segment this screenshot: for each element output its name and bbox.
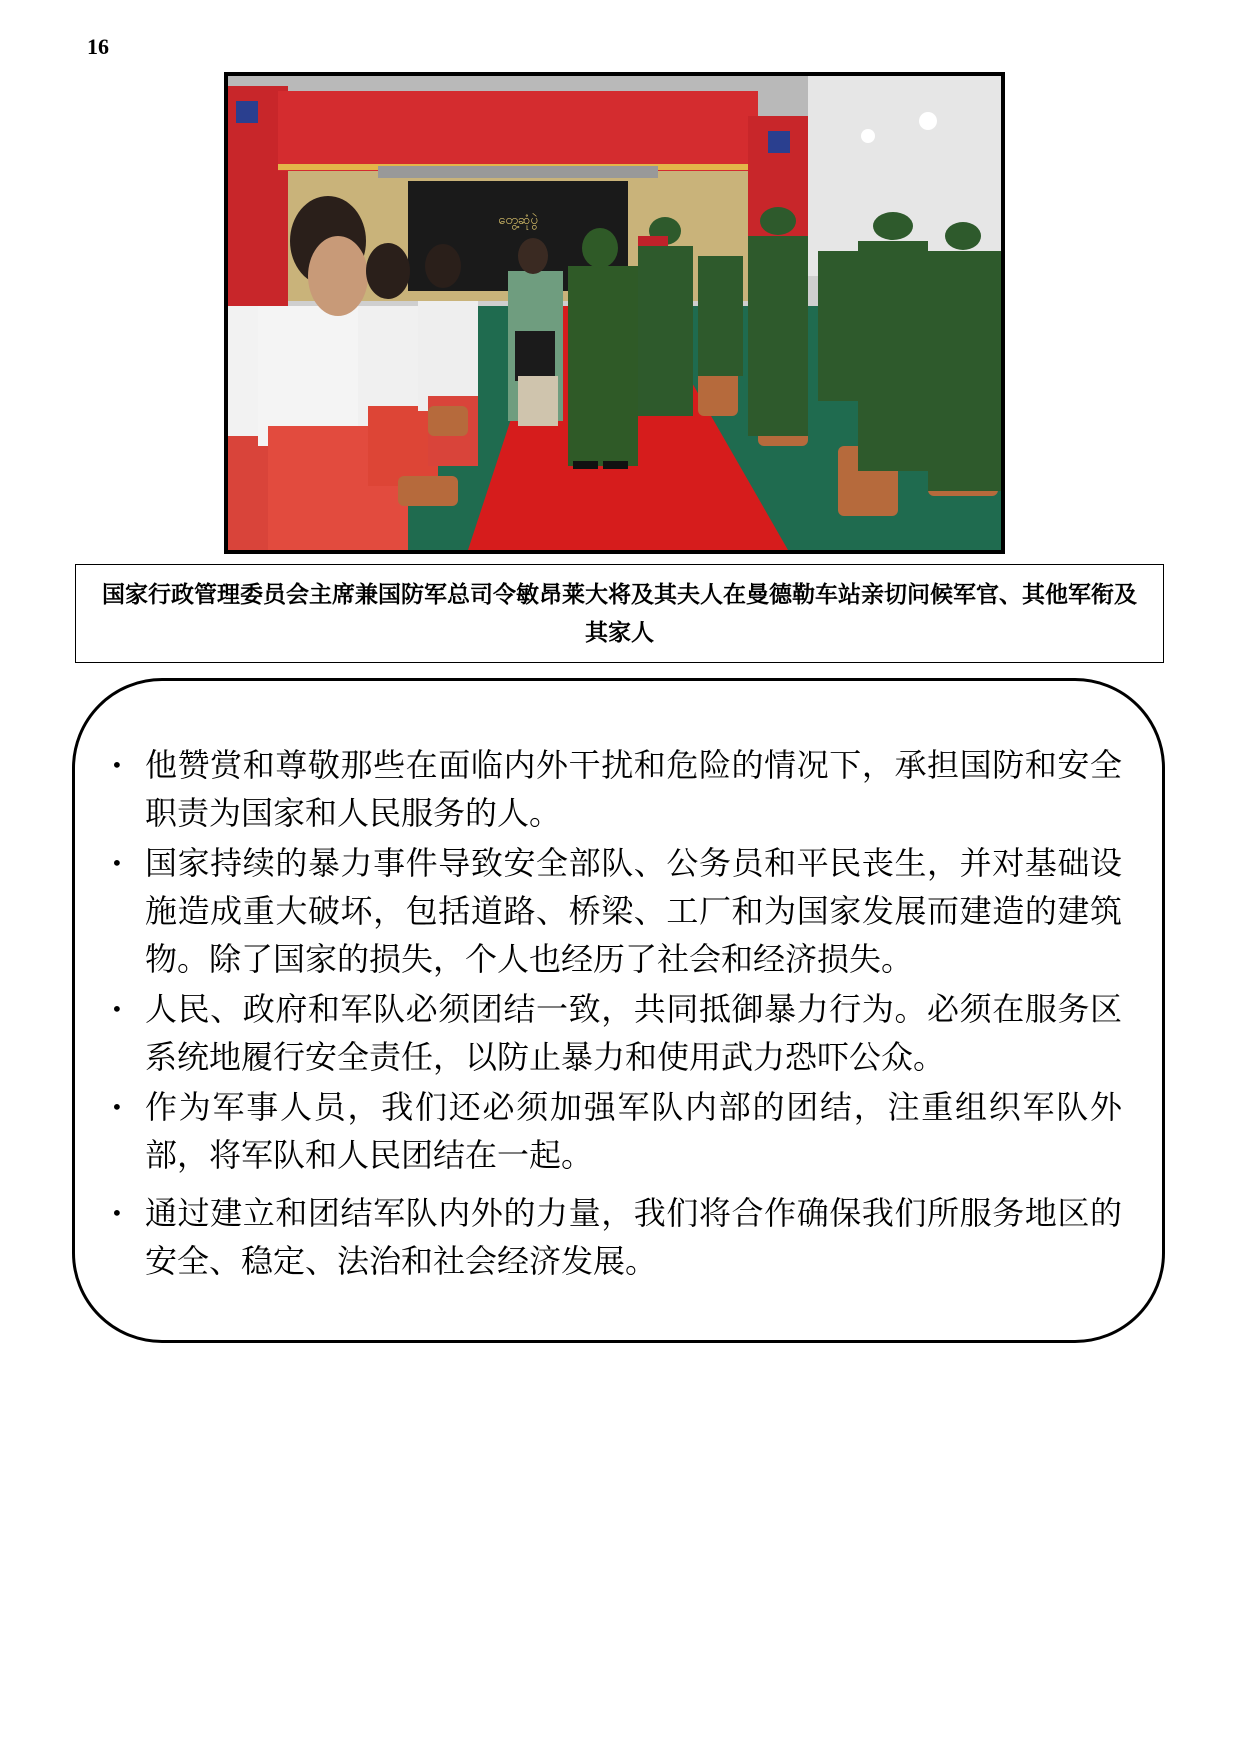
- key-point-3: [111, 985, 1122, 1081]
- bullet: •: [111, 1095, 123, 1119]
- event-photo: [224, 72, 1005, 554]
- key-point-2: [111, 839, 1122, 983]
- key-points-box: [72, 678, 1165, 1343]
- bullet: •: [111, 753, 123, 777]
- key-point-text: 国家持续的暴力事件导致安全部队、公务员和平民丧生，并对基础设施造成重大破坏，包括道路、桥梁、工厂和为国家发展而建造的建筑物。除了国家的损失，个人也经历了社会和经济损失。: [145, 844, 1122, 978]
- event-photo-illustration: [228, 76, 1001, 550]
- key-point-5: [111, 1189, 1122, 1285]
- key-point-text: 人民、政府和军队必须团结一致，共同抵御暴力行为。必须在服务区系统地履行安全责任，以防止暴力和使用武力恐吓公众。: [145, 990, 1122, 1076]
- stage-banner: တွေ့ဆုံပွဲ: [498, 213, 538, 228]
- key-point-1: [111, 741, 1122, 837]
- bullet: •: [111, 851, 123, 875]
- photo-caption-text: 国家行政管理委员会主席兼国防军总司令敏昂莱大将及其夫人在曼德勒车站亲切问候军官、其他军衔及其家人: [102, 580, 1137, 646]
- photo-caption: [75, 564, 1164, 663]
- bullet: •: [111, 997, 123, 1021]
- page-number: 16: [87, 34, 109, 59]
- key-points-list: [111, 741, 1122, 1285]
- key-point-text: 通过建立和团结军队内外的力量，我们将合作确保我们所服务地区的安全、稳定、法治和社会经济发展。: [145, 1194, 1122, 1280]
- key-point-text: 他赞赏和尊敬那些在面临内外干扰和危险的情况下，承担国防和安全职责为国家和人民服务的人。: [145, 746, 1122, 832]
- bullet: •: [111, 1201, 123, 1225]
- key-point-4: [111, 1083, 1122, 1179]
- key-point-text: 作为军事人员，我们还必须加强军队内部的团结，注重组织军队外部，将军队和人民团结在一起。: [145, 1088, 1122, 1174]
